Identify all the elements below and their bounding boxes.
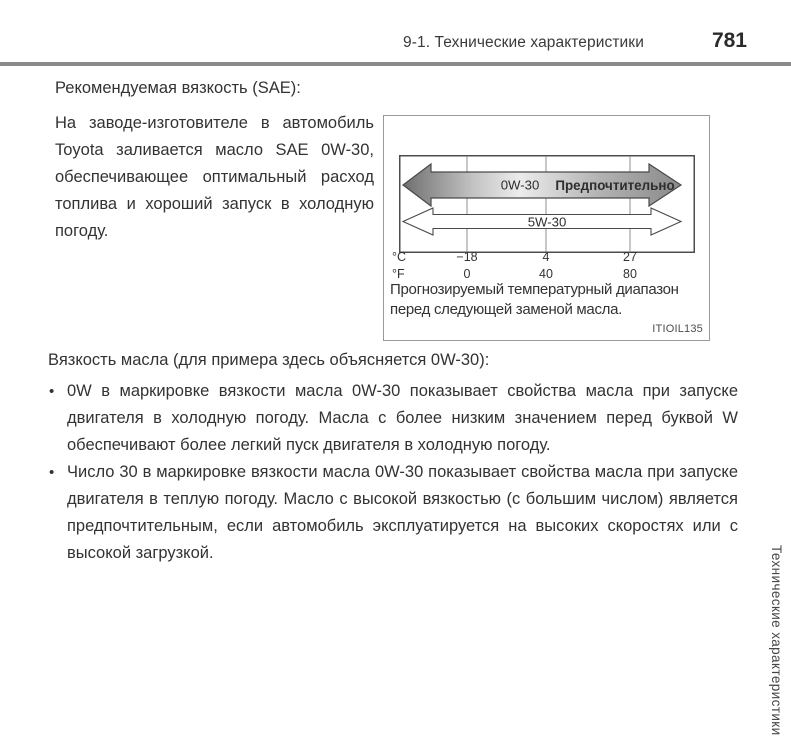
fahrenheit-tick: 80 bbox=[623, 267, 637, 281]
page-title: Рекомендуемая вязкость (SAE): bbox=[55, 79, 301, 97]
bullet-text: 0W в маркировке вязкости масла 0W-30 показывает свойства масла при запуске двигателя в холодную погоду. Масла с более низким значением перед буквой W обеспечивают более легкий пуск двигателя в холодную погоду. bbox=[67, 382, 738, 454]
fahrenheit-tick: 0 bbox=[463, 267, 471, 281]
figure-caption-line2: перед следующей заменой масла. bbox=[390, 301, 623, 318]
sidebar-tab-label: Технические характеристики bbox=[769, 545, 784, 736]
celsius-tick: −18 bbox=[456, 250, 478, 264]
viscosity-heading: Вязкость масла (для примера здесь объясняется 0W-30): bbox=[48, 351, 490, 369]
intro-paragraph: На заводе-изготовителе в автомобиль Toyota заливается масло SAE 0W-30, обеспечивающее оптимальный расход топлива и хороший запуск в холодную погоду. bbox=[55, 114, 374, 240]
bullet-icon: • bbox=[49, 383, 55, 400]
celsius-tick: 27 bbox=[623, 250, 637, 264]
celsius-unit-label: °C bbox=[392, 250, 407, 264]
page-number: 781 bbox=[711, 29, 747, 52]
viscosity-range-chart bbox=[399, 155, 695, 253]
viscosity-bullet-list bbox=[47, 378, 738, 567]
preferred-text-label: Предпочтительно bbox=[555, 178, 675, 193]
list-item bbox=[47, 459, 738, 567]
figure-caption-line1: Прогнозируемый температурный диапазон bbox=[390, 281, 679, 298]
fahrenheit-unit-label: °F bbox=[392, 267, 405, 281]
list-item bbox=[47, 378, 738, 459]
figure-caption bbox=[390, 280, 706, 320]
preferred-grade-label: 0W-30 bbox=[500, 177, 540, 193]
fahrenheit-tick: 40 bbox=[539, 267, 553, 281]
figure-code: ITIOIL135 bbox=[652, 323, 703, 335]
page-header bbox=[403, 29, 747, 53]
header-divider bbox=[0, 62, 791, 66]
bullet-icon: • bbox=[49, 464, 55, 481]
celsius-tick: 4 bbox=[542, 250, 550, 264]
alternative-grade-label: 5W-30 bbox=[527, 214, 567, 230]
viscosity-figure bbox=[383, 115, 710, 341]
header-section-title: 9-1. Технические характеристики bbox=[403, 34, 644, 51]
celsius-row bbox=[384, 250, 711, 266]
bullet-text: Число 30 в маркировке вязкости масла 0W-30 показывает свойства масла при запуске двигателя в теплую погоду. Масло с высокой вязкостью (с большим числом) является предпочтительным, если автомобиль эксплуатируется на высоких скоростях или с высокой загрузкой. bbox=[67, 463, 738, 562]
